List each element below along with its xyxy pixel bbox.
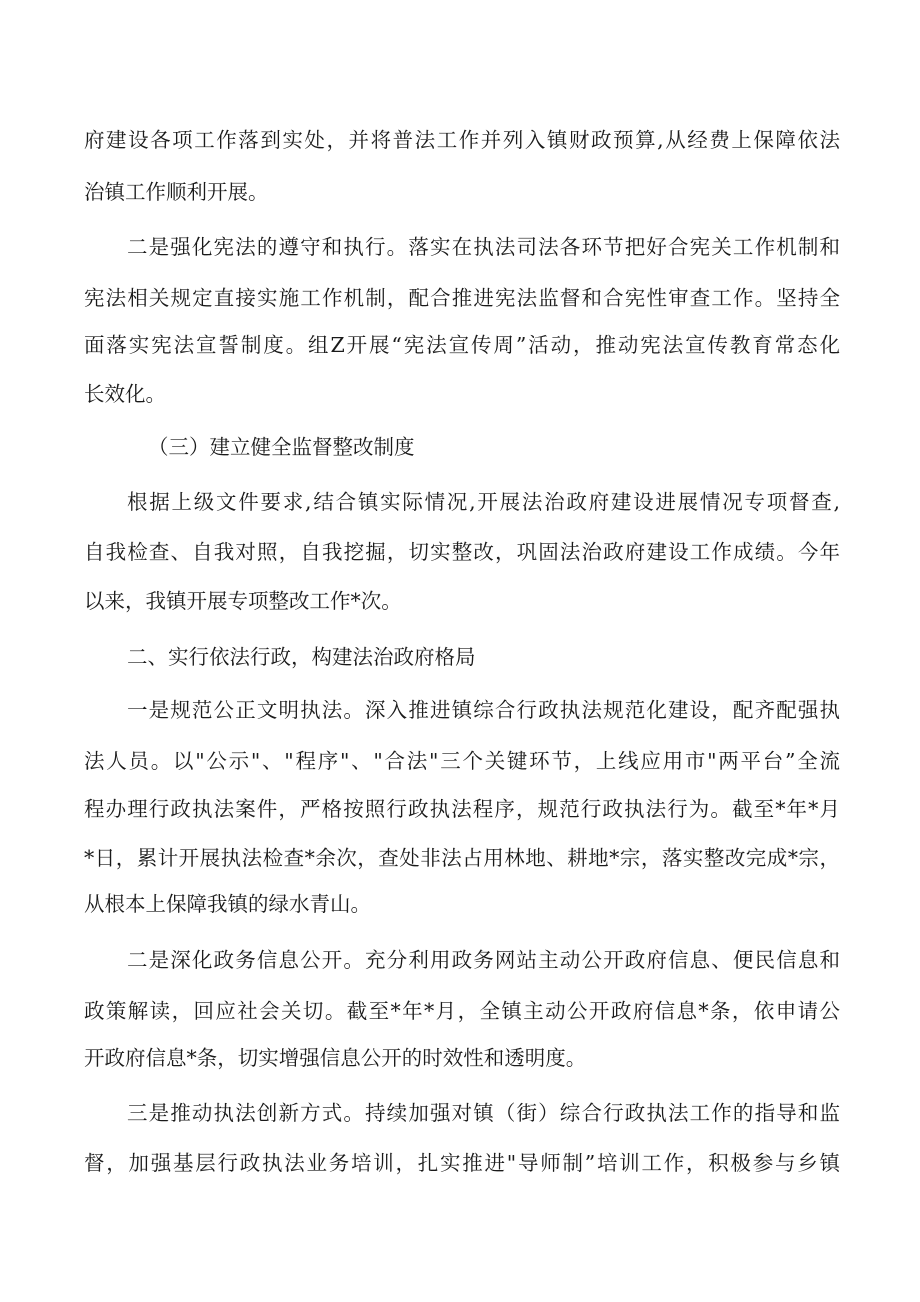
section-heading: 二、实行依法行政，构建法治政府格局: [127, 645, 476, 669]
body-text-line: 宪法相关规定直接实施工作机制，配合推进宪法监督和合宪性审查工作。坚持全: [84, 286, 840, 310]
body-text-line: 长效化。: [84, 382, 166, 406]
body-text-line: 治镇工作顺利开展。: [84, 180, 269, 204]
body-text-line: 二是深化政务信息公开。充分利用政务网站主动公开政府信息、便民信息和: [127, 948, 840, 972]
body-text-line: 一是规范公正文明执法。深入推进镇综合行政执法规范化建设，配齐配强执: [127, 698, 840, 722]
body-text-line: 政策解读，回应社会关切。截至*年*月，全镇主动公开政府信息*条，依申请公: [84, 999, 840, 1023]
body-text-line: 三是推动执法创新方式。持续加强对镇（街）综合行政执法工作的指导和监: [127, 1101, 840, 1125]
body-text-line: 法人员。以"公示"、"程序"、"合法"三个关键环节，上线应用市"两平台”全流: [84, 749, 840, 773]
body-text-line: 以来，我镇开展专项整改工作*次。: [84, 589, 402, 613]
body-text-line: 开政府信息*条，切实增强信息公开的时效性和透明度。: [84, 1046, 587, 1070]
body-text-line: 面落实宪法宣誓制度。组Z开展“宪法宣传周”活动，推动宪法宣传教育常态化: [84, 333, 840, 357]
body-text-line: 从根本上保障我镇的绿水青山。: [84, 892, 371, 916]
body-text-line: 根据上级文件要求,结合镇实际情况,开展法治政府建设进展情况专项督查,: [127, 490, 840, 514]
body-text-line: 程办理行政执法案件，严格按照行政执法程序，规范行政执法行为。截至*年*月: [84, 797, 840, 821]
body-text-line: 府建设各项工作落到实处，并将普法工作并列入镇财政预算,从经费上保障依法: [84, 128, 840, 152]
body-text-line: *日，累计开展执法检查*余次，查处非法占用林地、耕地*宗，落实整改完成*宗，: [84, 846, 840, 870]
body-text-line: 二是强化宪法的遵守和执行。落实在执法司法各环节把好合宪关工作机制和: [127, 235, 840, 259]
body-text-line: 自我检查、自我对照，自我挖掘，切实整改，巩固法治政府建设工作成绩。今年: [84, 540, 840, 564]
section-heading: （三）建立健全监督整改制度: [148, 435, 415, 459]
body-text-line: 督，加强基层行政执法业务培训，扎实推进"导师制”培训工作，积极参与乡镇: [84, 1151, 840, 1175]
